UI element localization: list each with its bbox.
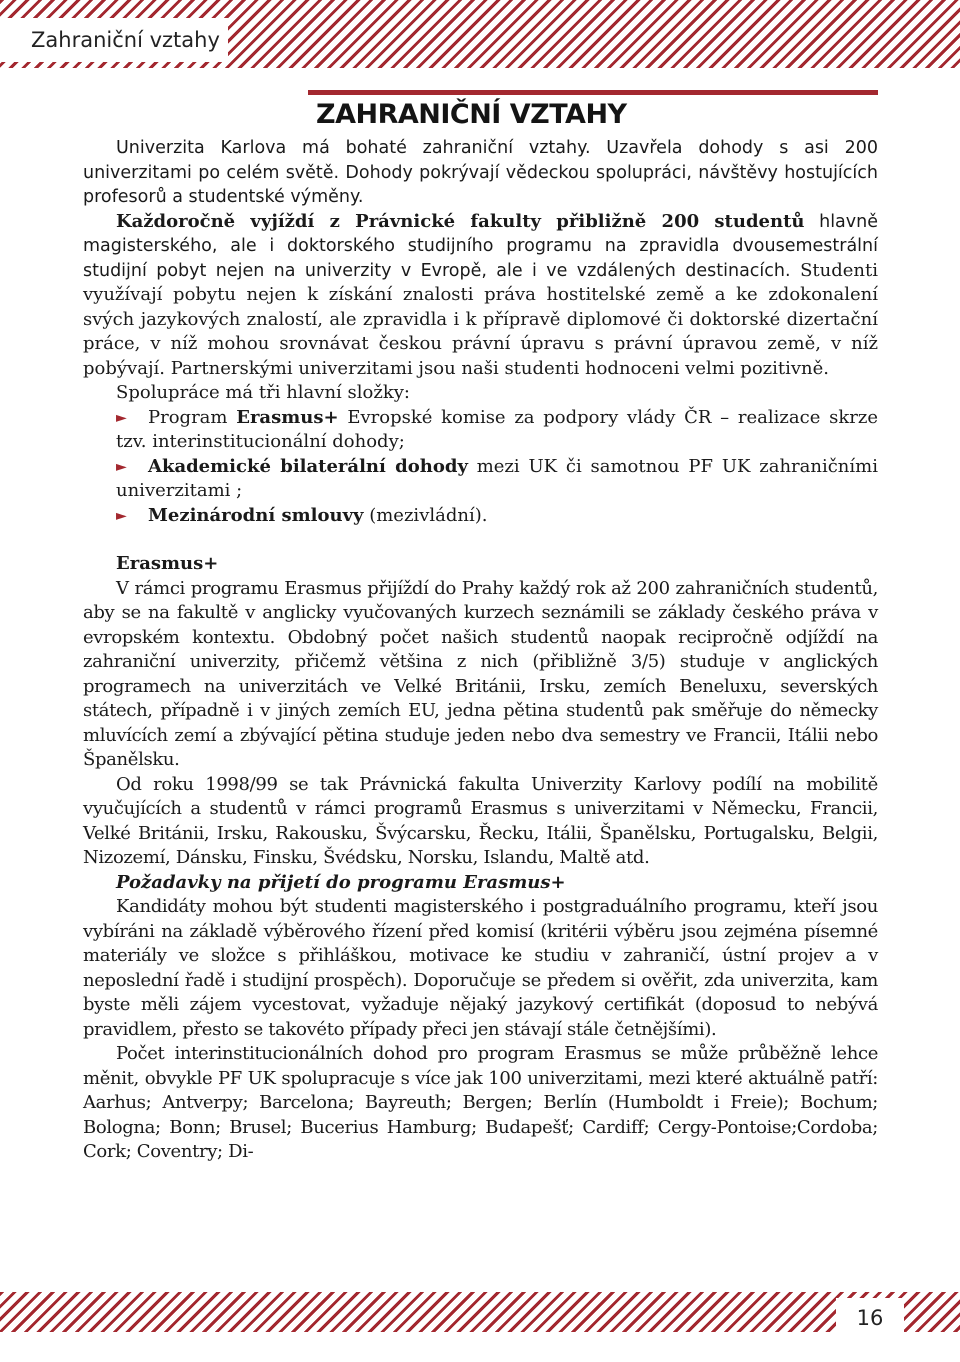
title-rule — [308, 90, 878, 95]
outbound-text-a: hlavně magisterského, ale i doktorského studijního programu na zpravidla dvousemestrální studijní pobyt nejen na univerzity v Evropě, ale i ve vzdálených destinacích. — [83, 211, 878, 281]
article-body — [83, 136, 878, 1165]
arrow-bullet-icon: ► — [116, 458, 127, 475]
bullet-text-bold: Mezinárodní smlouvy — [148, 504, 364, 526]
intro-paragraph: Univerzita Karlova má bohaté zahraniční vztahy. Uzavřela dohody s asi 200 univerzitami po celém světě. Dohody pokrývají vědeckou spolupráci, návštěvy hostujících profesorů a studentské výměny. — [83, 138, 878, 207]
bullet-text-pre: Program — [148, 406, 237, 428]
cooperation-intro: Spolupráce má tři hlavní složky: — [116, 382, 410, 403]
bullet-text-bold: Erasmus+ — [236, 406, 339, 428]
bullet-text-post: mezi UK či samotnou PF UK zahraničními univerzitami ; — [116, 455, 878, 501]
agreements-paragraph: Počet interinstitucionálních dohod pro program Erasmus se může průběžně lehce měnit, obvykle PF UK spolupracuje s více jak 100 univerzitami, mezi které aktuálně patří: Aarhus; Antverpy; Barcelona; Bayreuth; Bergen; Berlín (Humboldt i Freie); Bochum; Bologna; Bonn; Brusel; Bucerius Hamburg; Budapešť; Cardiff; Cergy-Pontoise;Cordoba; Cork; Coventry; Di- — [83, 1043, 878, 1162]
arrow-bullet-icon: ► — [116, 507, 127, 524]
bullet-item — [83, 406, 878, 455]
arrow-bullet-icon: ► — [116, 409, 127, 426]
erasmus-countries-paragraph: Od roku 1998/99 se tak Právnická fakulta Univerzity Karlovy podílí na mobilitě vyučujících a studentů v rámci programů Erasmus s univerzitami v Německu, Francii, Velké Británii, Irsku, Rakousku, Švýcarsku, Řecku, Itálii, Španělsku, Portugalsku, Belgii, Nizozemí, Dánsku, Finsku, Švédsku, Norsku, Islandu, Maltě atd. — [83, 773, 878, 868]
running-header: Zahraniční vztahy — [0, 18, 228, 62]
section-spacer — [83, 528, 878, 552]
outbound-text-b: Studenti využívají pobytu nejen k získání znalosti práva hostitelské země a ke zdokonalení svých jazykových znalostí, ale zpravidla i k přípravě diplomové či doktorské dizertační práce, v níž mohou srovnávat českou právní úpravu s právní úpravou země, v níž pobývají. Partnerskými univerzitami jsou naši studenti hodnoceni velmi pozitivně. — [83, 259, 879, 379]
bullet-item — [83, 455, 878, 504]
erasmus-heading: Erasmus+ — [116, 553, 219, 574]
bullet-text-post: Evropské komise za podpory vlády ČR – realizace skrze tzv. interinstitucionální dohody; — [116, 406, 878, 452]
bullet-text-bold: Akademické bilaterální dohody — [148, 455, 468, 477]
bullet-item — [83, 504, 878, 529]
requirements-paragraph: Kandidáty mohou být studenti magisterského i postgraduálního programu, kteří jsou vybíráni na základě výběrového řízení před komisí (kritérii výběru jsou zejména písemné materiály ve složce s přihláškou, motivace ke studiu v zahraničí, ústní projev a v neposlední řadě i studijní prospěch). Doporučuje se předem si ověřit, zda univerzita, kam byste měli zájem vycestovat, vyžaduje nějaký jazykový certifikát (doposud to nebývá pravidlem, přesto se takovéto případy přeci jen stávají stále četnějšími). — [83, 896, 878, 1040]
page-title: ZAHRANIČNÍ VZTAHY — [316, 99, 627, 130]
footer-hatch-band — [0, 1292, 960, 1332]
erasmus-paragraph: V rámci programu Erasmus přijíždí do Prahy každý rok až 200 zahraničních studentů, aby se na fakultě v anglicky vyučovaných kurzech seznámili se základy českého práva v evropském kontextu. Obdobný počet našich studentů naopak recipročně odjíždí na zahraniční univerzity, přičemž většina z nich (přibližně 3/5) studuje v anglických programech na univerzitách ve Velké Británii, Irsku, zemích Beneluxu, severských státech, případně i v jiných zemích EU, jedna pětina studentů pak směřuje do německy mluvících zemí a zbývající pětina studuje jeden nebo dva semestry ve Francii, Itálii nebo Španělsku. — [83, 577, 878, 770]
requirements-heading: Požadavky na přijetí do programu Erasmus+ — [116, 871, 566, 893]
page-number: 16 — [836, 1298, 904, 1338]
outbound-paragraph — [83, 210, 878, 382]
outbound-lead: Každoročně vyjíždí z Právnické fakulty přibližně 200 studentů — [116, 210, 805, 232]
bullet-text-post: (mezivládní). — [363, 504, 488, 526]
